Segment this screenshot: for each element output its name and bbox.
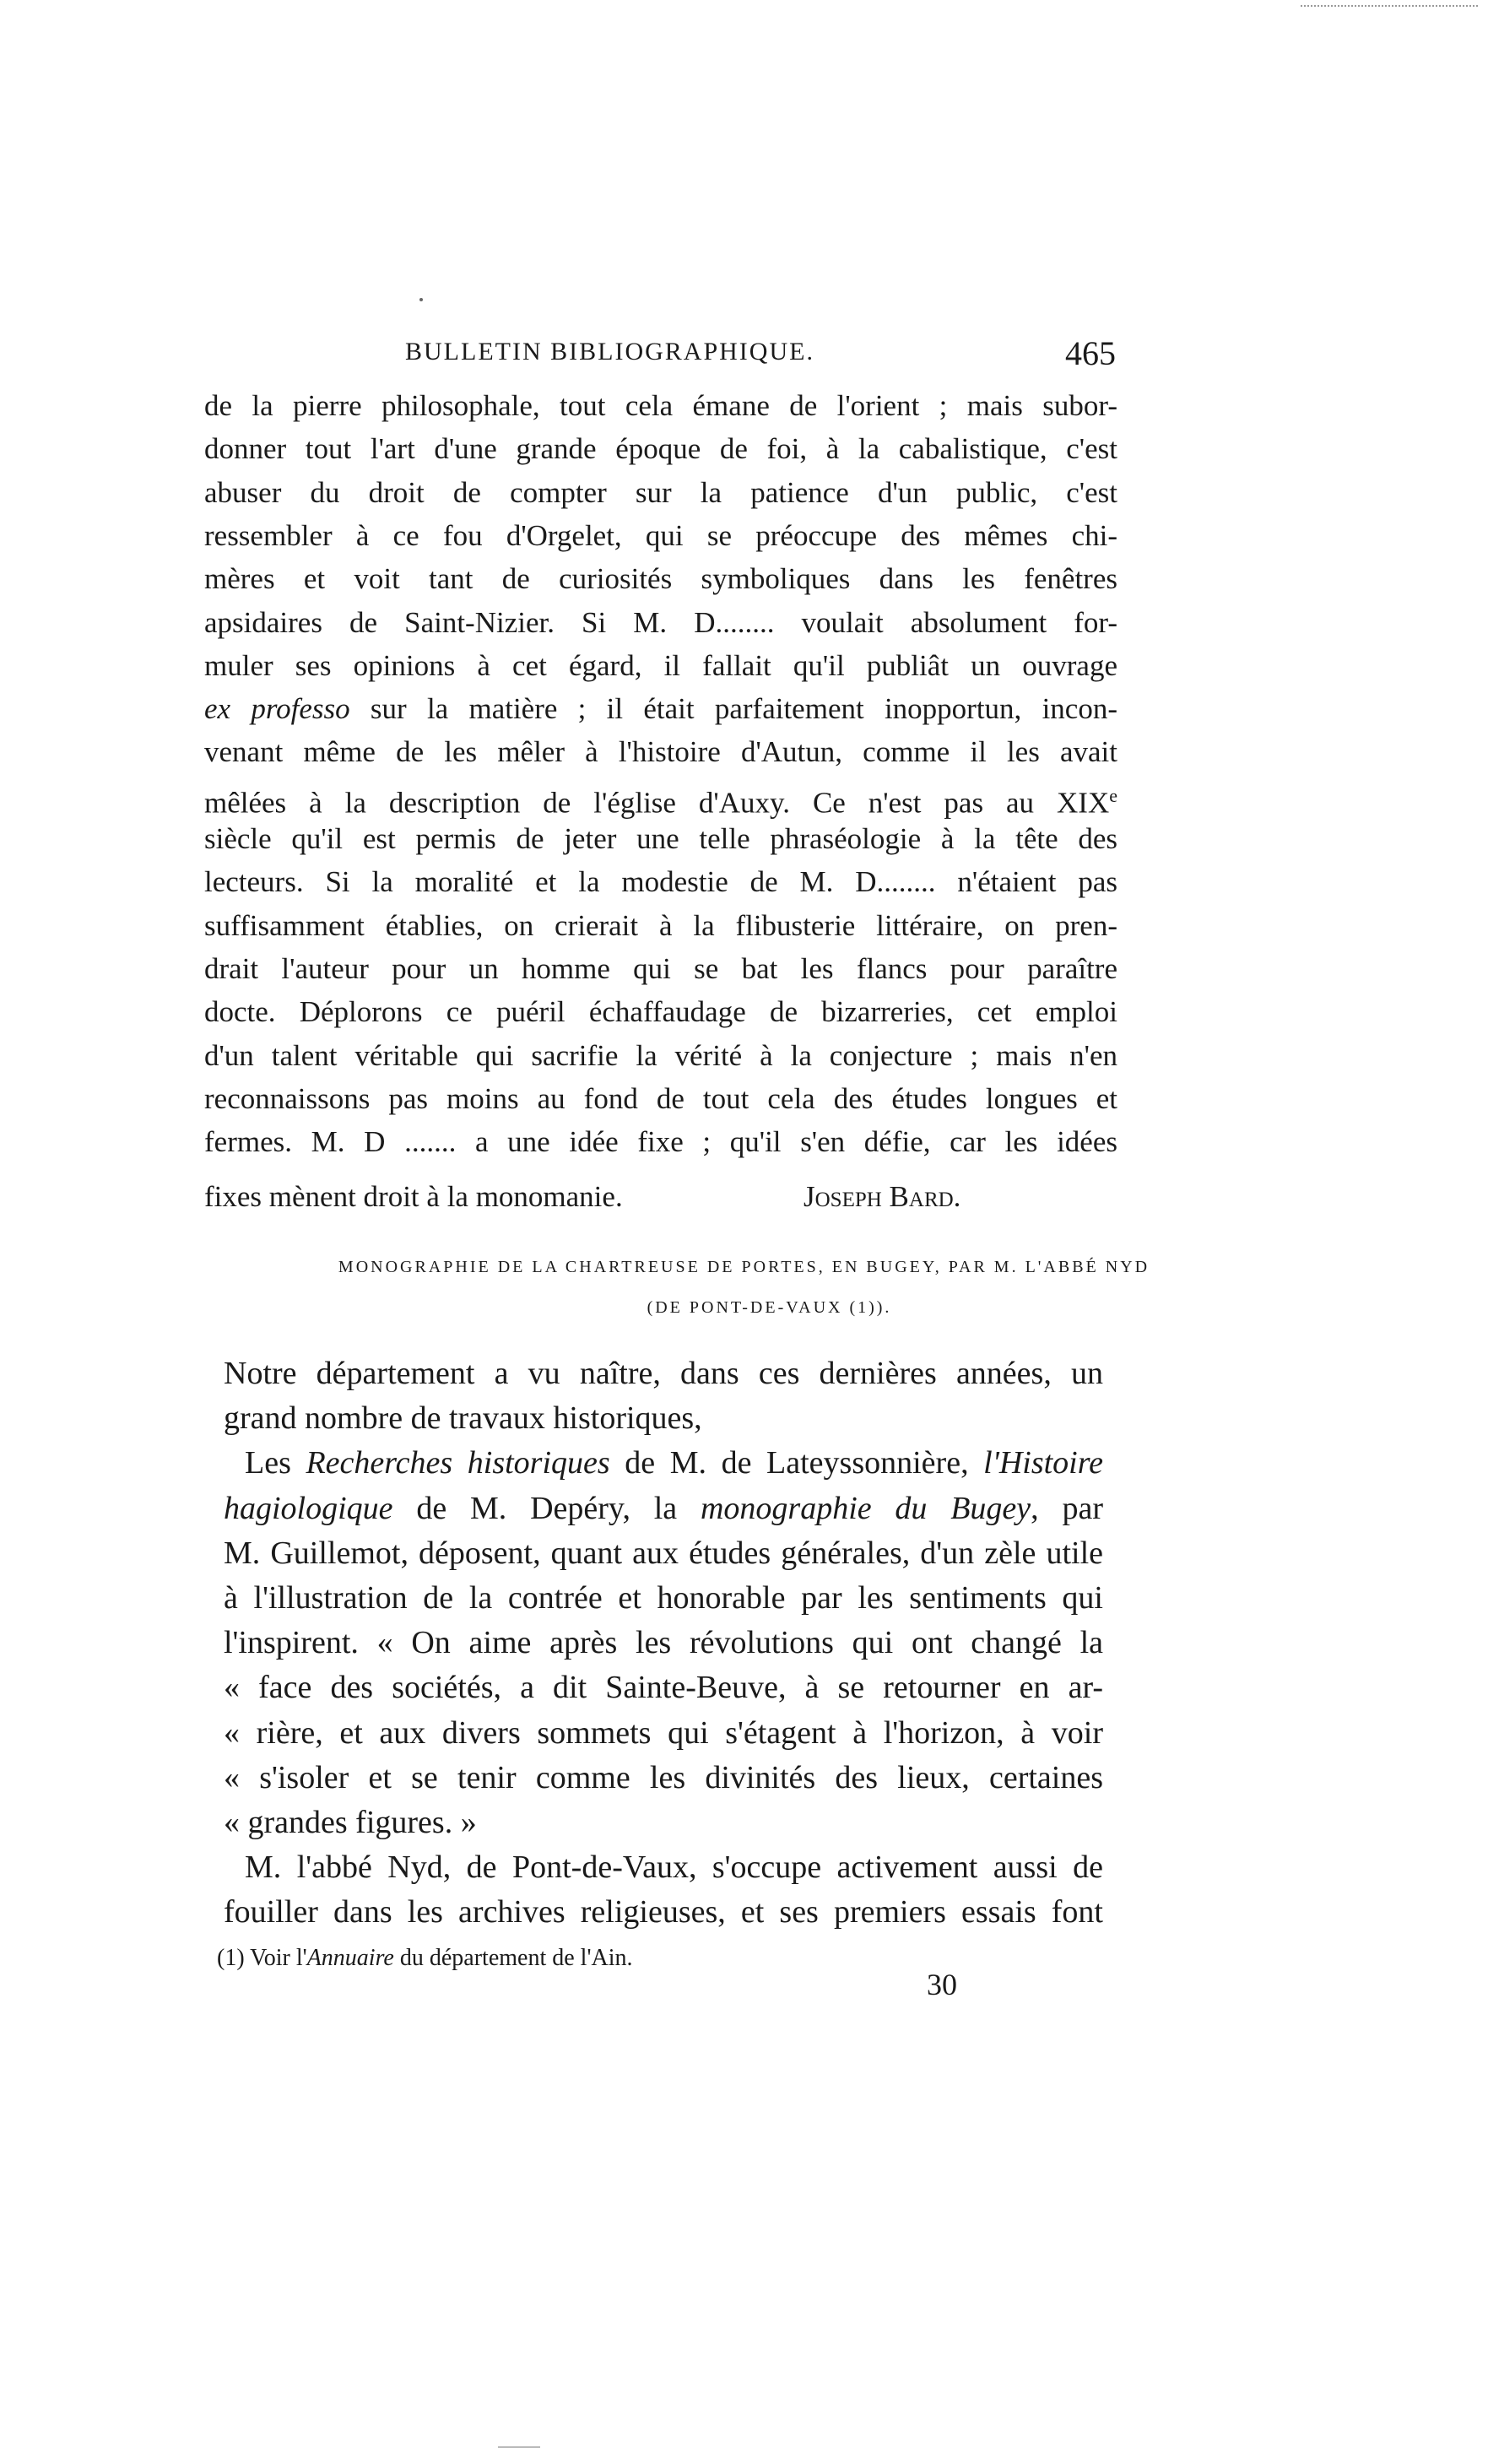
text-line: « grandes figures. »: [224, 1805, 477, 1840]
text-line: donner tout l'art d'une grande époque de foi, à la cabalistique, c'est: [204, 432, 1117, 466]
text-line: drait l'auteur pour un homme qui se bat les flancs pour paraître: [204, 951, 1117, 985]
text-line: « face des sociétés, a dit Sainte-Beuve, à se retourner en ar-: [224, 1670, 1103, 1706]
signature: Joseph Bard.: [804, 1180, 961, 1213]
text-line: siècle qu'il est permis de jeter une telle phraséologie à la tête des: [204, 822, 1117, 855]
text-line: venant même de les mêler à l'histoire d'Autun, comme il les avait: [204, 735, 1117, 769]
closing-line: fixes mènent droit à la monomanie.: [204, 1180, 623, 1213]
text-line: hagiologique de M. Depéry, la monographie du Bugey, par: [224, 1490, 1103, 1526]
text-line: « rière, et aux divers sommets qui s'étagent à l'horizon, à voir: [224, 1714, 1103, 1751]
text-line: M. l'abbé Nyd, de Pont-de-Vaux, s'occupe activement aussi de: [245, 1849, 1103, 1886]
text-line: l'inspirent. « On aime après les révolutions qui ont changé la: [224, 1625, 1103, 1661]
text-line: ex professo sur la matière ; il était parfaitement inopportun, incon-: [204, 692, 1117, 726]
text-line: suffisamment établies, on crierait à la flibusterie littéraire, on pren-: [204, 908, 1117, 942]
signature-mark: 30: [927, 1968, 957, 2001]
text-line: d'un talent véritable qui sacrifie la vérité à la conjecture ; mais n'en: [204, 1038, 1117, 1072]
signature-line: [204, 1176, 1117, 1218]
text-line: apsidaires de Saint-Nizier. Si M. D........ voulait absolument for-: [204, 605, 1117, 639]
text-line: docte. Déplorons ce puéril échaffaudage de bizarreries, cet emploi: [204, 995, 1117, 1029]
running-header: BULLETIN BIBLIOGRAPHIQUE.: [405, 338, 814, 366]
text-line: ressembler à ce fou d'Orgelet, qui se préoccupe des mêmes chi-: [204, 518, 1117, 552]
text-line: abuser du droit de compter sur la patience d'un public, c'est: [204, 475, 1117, 509]
text-line: de la pierre philosophale, tout cela émane de l'orient ; mais subor-: [204, 389, 1117, 422]
page-number: 465: [1065, 334, 1116, 372]
text-line: « s'isoler et se tenir comme les divinités des lieux, certaines: [224, 1759, 1103, 1795]
text-line: à l'illustration de la contrée et honorable par les sentiments qui: [224, 1580, 1103, 1616]
scan-edge-mark: [1301, 5, 1478, 9]
text-line: M. Guillemot, déposent, quant aux études générales, d'un zèle utile: [224, 1535, 1103, 1571]
text-line: reconnaissons pas moins au fond de tout cela des études longues et: [204, 1081, 1117, 1115]
text-line: Les Recherches historiques de M. de Lateyssonnière, l'Histoire: [245, 1445, 1103, 1481]
section-title: MONOGRAPHIE DE LA CHARTREUSE DE PORTES, EN BUGEY, PAR M. L'ABBÉ NYD: [338, 1258, 1150, 1276]
text-line: mères et voit tant de curiosités symboliques dans les fenêtres: [204, 562, 1117, 596]
text-line: mêlées à la description de l'église d'Auxy. Ce n'est pas au XIXe: [204, 784, 1117, 820]
text-line: fermes. M. D ....... a une idée fixe ; qu'il s'en défie, car les idées: [204, 1125, 1117, 1159]
scan-edge-mark-bottom: [498, 2446, 540, 2448]
ink-speck: [419, 298, 423, 301]
text-line: Notre département a vu naître, dans ces dernières années, un: [224, 1356, 1103, 1391]
text-line: fouiller dans les archives religieuses, et ses premiers essais font: [224, 1894, 1103, 1931]
section-subtitle: (DE PONT-DE-VAUX (1)).: [647, 1298, 892, 1317]
text-line: muler ses opinions à cet égard, il fallait qu'il publiât un ouvrage: [204, 648, 1117, 682]
text-line: grand nombre de travaux historiques,: [224, 1400, 702, 1437]
text-line: lecteurs. Si la moralité et la modestie de M. D........ n'étaient pas: [204, 865, 1117, 899]
footnote: (1) Voir l'Annuaire du département de l'Ain.: [217, 1945, 633, 1971]
